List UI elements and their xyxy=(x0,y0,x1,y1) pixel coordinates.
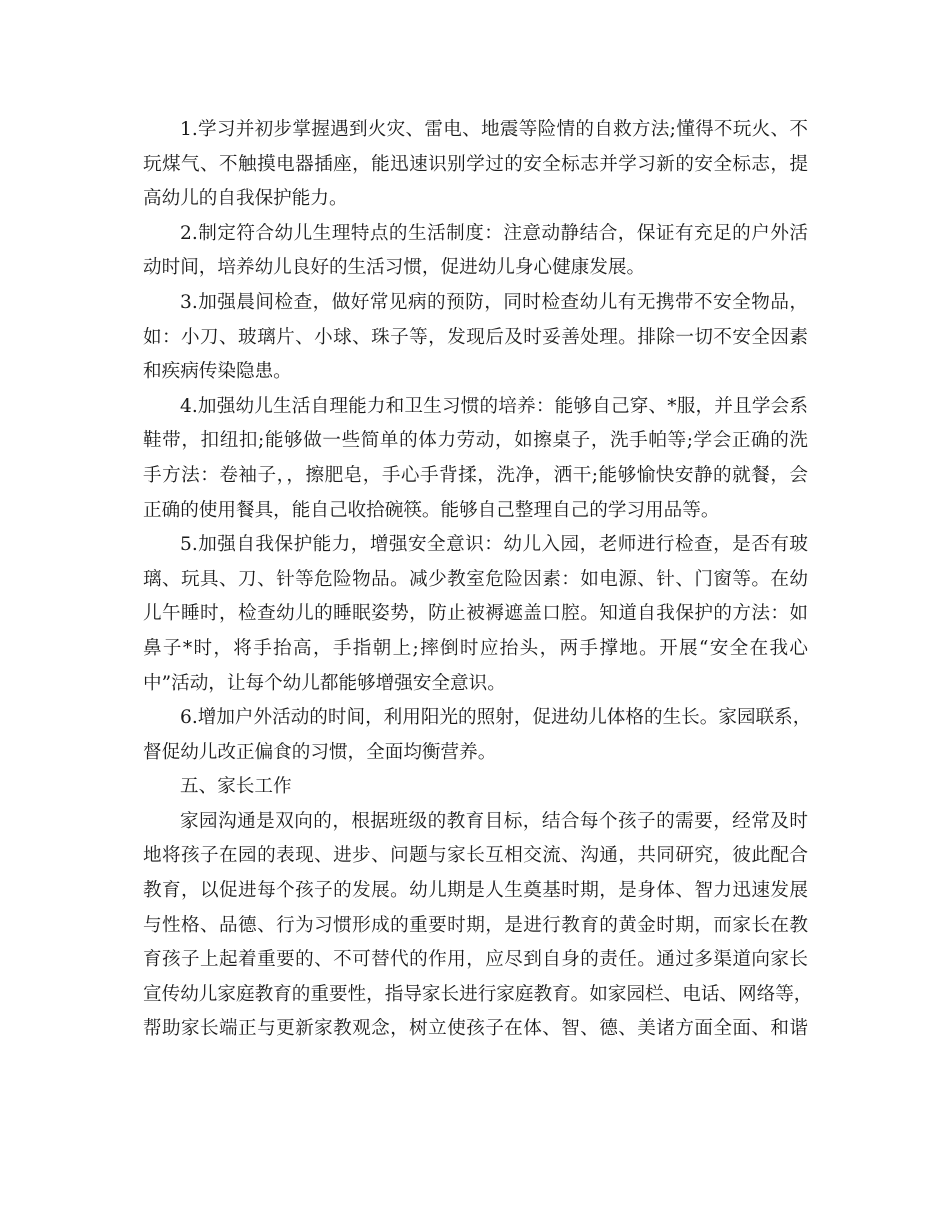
text-line: 动时间，培养幼儿良好的生活习惯，促进幼儿身心健康发展。 xyxy=(143,257,646,279)
text-line: 育孩子上起着重要的、不可替代的作用，应尽到自身的责任。通过多渠道向家长 xyxy=(143,949,808,971)
text-line: 2.制定符合幼儿生理特点的生活制度：注意动静结合，保证有充足的户外活 xyxy=(180,222,808,244)
text-line: 6.增加户外活动的时间，利用阳光的照射，促进幼儿体格的生长。家园联系， xyxy=(180,707,812,729)
text-line: 地将孩子在园的表现、进步、问题与家长互相交流、沟通，共同研究，彼此配合 xyxy=(143,845,808,867)
text-line: 儿午睡时，检查幼儿的睡眠姿势，防止被褥遮盖口腔。知道自我保护的方法：如 xyxy=(143,603,808,625)
section-heading-text: 五、家长工作 xyxy=(180,776,292,798)
text-line: 中”活动，让每个幼儿都能够增强安全意识。 xyxy=(143,672,506,694)
text-line: 鞋带，扣纽扣;能够做一些简单的体力劳动，如擦桌子，洗手帕等;学会正确的洗 xyxy=(143,430,808,452)
text-line: 5.加强自我保护能力，增强安全意识：幼儿入园，老师进行检查，是否有玻 xyxy=(180,534,808,556)
text-line: 督促幼儿改正偏食的习惯，全面均衡营养。 xyxy=(143,741,497,763)
text-line: 鼻子*时，将手抬高，手指朝上;摔倒时应抬头，两手撑地。开展“安全在我心 xyxy=(143,637,808,659)
text-line: 教育，以促进每个孩子的发展。幼儿期是人生奠基时期，是身体、智力迅速发展 xyxy=(143,880,808,902)
paragraph-parent-work xyxy=(143,805,813,1047)
paragraph-item-5 xyxy=(143,528,808,701)
text-line: 玩煤气、不触摸电器插座，能迅速识别学过的安全标志并学习新的安全标志，提 xyxy=(143,153,808,175)
paragraph-item-4 xyxy=(143,390,808,528)
text-line: 家园沟通是双向的，根据班级的教育目标，结合每个孩子的需要，经常及时 xyxy=(180,810,808,832)
text-line: 宣传幼儿家庭教育的重要性，指导家长进行家庭教育。如家园栏、电话、网络等， xyxy=(143,983,813,1005)
text-line: 1.学习并初步掌握遇到火灾、雷电、地震等险情的自救方法;懂得不玩火、不 xyxy=(180,119,808,140)
text-line: 4.加强幼儿生活自理能力和卫生习惯的培养：能够自己穿、*服，并且学会系 xyxy=(180,395,808,417)
document-body xyxy=(143,113,813,1047)
text-line: 3.加强晨间检查，做好常见病的预防，同时检查幼儿有无携带不安全物品， xyxy=(180,291,808,313)
paragraph-item-3 xyxy=(143,286,808,390)
paragraph-item-6 xyxy=(143,701,812,770)
text-line: 手方法：卷袖子，，擦肥皂，手心手背揉，洗净，洒干;能够愉快安静的就餐，会 xyxy=(143,464,808,486)
text-line: 高幼儿的自我保护能力。 xyxy=(143,188,348,210)
text-line: 与性格、品德、行为习惯形成的重要时期，是进行教育的黄金时期，而家长在教 xyxy=(143,914,808,936)
paragraph-item-2 xyxy=(143,217,808,286)
paragraph-item-1 xyxy=(143,113,808,217)
text-line: 璃、玩具、刀、针等危险物品。减少教室危险因素：如电源、针、门窗等。在幼 xyxy=(143,568,808,590)
text-line: 和疾病传染隐患。 xyxy=(143,361,292,383)
text-line: 如：小刀、玻璃片、小球、珠子等，发现后及时妥善处理。排除一切不安全因素 xyxy=(143,326,808,348)
text-line: 帮助家长端正与更新家教观念，树立使孩子在体、智、德、美诸方面全面、和谐 xyxy=(143,1018,808,1040)
text-line: 正确的使用餐具，能自己收拾碗筷。能够自己整理自己的学习用品等。 xyxy=(143,499,720,521)
section-heading xyxy=(143,770,808,805)
